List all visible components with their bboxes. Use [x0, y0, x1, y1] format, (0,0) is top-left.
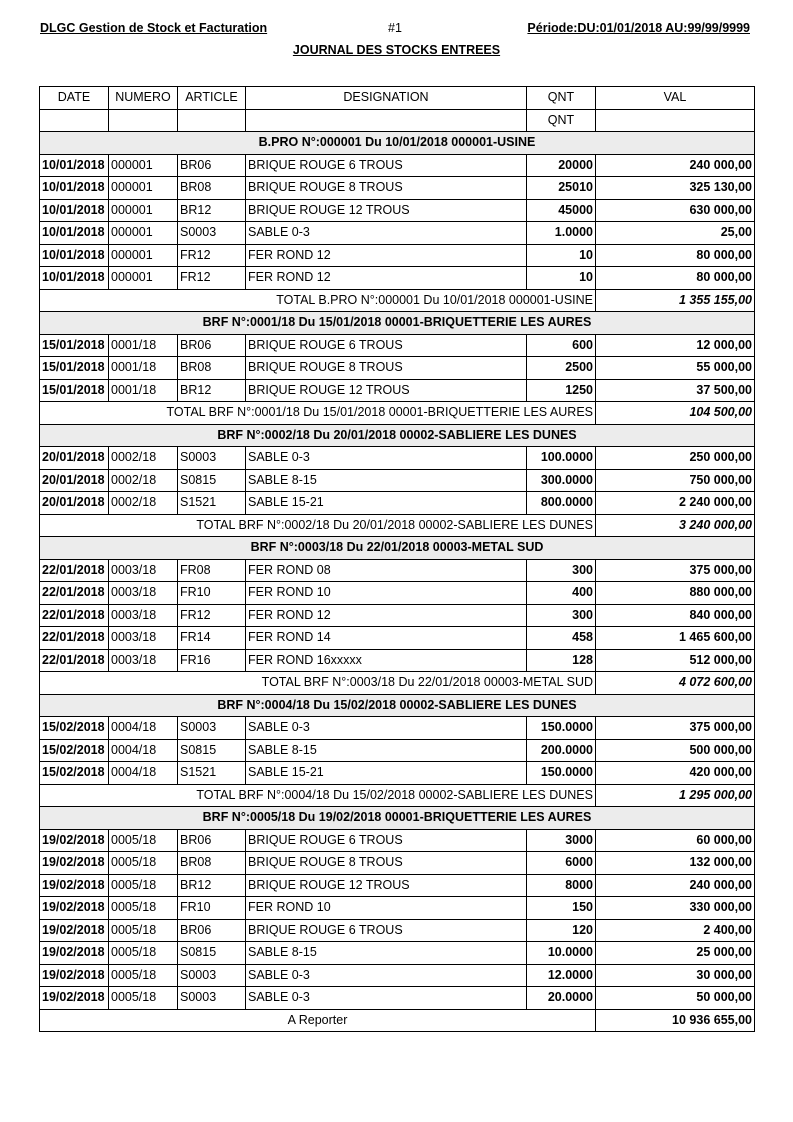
cell-designation: SABLE 0-3: [246, 222, 527, 245]
cell-numero: 0001/18: [109, 334, 178, 357]
col-header-numero: NUMERO: [109, 87, 178, 110]
cell-designation: BRIQUE ROUGE 8 TROUS: [246, 852, 527, 875]
cell-article: FR12: [178, 244, 246, 267]
cell-article: FR08: [178, 559, 246, 582]
group-total-value: 1 295 000,00: [596, 784, 755, 807]
cell-numero: 0001/18: [109, 357, 178, 380]
cell-article: BR12: [178, 379, 246, 402]
table-row: [40, 604, 755, 627]
cell-designation: BRIQUE ROUGE 12 TROUS: [246, 874, 527, 897]
cell-numero: 000001: [109, 267, 178, 290]
cell-qnt: 300: [527, 604, 596, 627]
cell-qnt: 2500: [527, 357, 596, 380]
cell-numero: 0002/18: [109, 469, 178, 492]
cell-date: 15/02/2018: [40, 739, 109, 762]
cell-qnt: 300.0000: [527, 469, 596, 492]
cell-val: 630 000,00: [596, 199, 755, 222]
table-row: [40, 357, 755, 380]
cell-article: S0003: [178, 717, 246, 740]
group-total-row: [40, 672, 755, 695]
cell-date: 10/01/2018: [40, 154, 109, 177]
cell-numero: 000001: [109, 222, 178, 245]
group-title: BRF N°:0005/18 Du 19/02/2018 00001-BRIQUETTERIE LES AURES: [40, 807, 755, 830]
cell-designation: SABLE 8-15: [246, 942, 527, 965]
cell-numero: 000001: [109, 244, 178, 267]
cell-numero: 0001/18: [109, 379, 178, 402]
table-row: [40, 987, 755, 1010]
cell-date: 15/01/2018: [40, 334, 109, 357]
table-row: [40, 964, 755, 987]
cell-designation: BRIQUE ROUGE 12 TROUS: [246, 199, 527, 222]
cell-val: 37 500,00: [596, 379, 755, 402]
cell-numero: 0005/18: [109, 987, 178, 1010]
journal-body: [40, 132, 755, 1032]
cell-article: FR10: [178, 582, 246, 605]
subheader-cell-empty: [246, 109, 527, 132]
cell-article: BR08: [178, 852, 246, 875]
table-row: [40, 267, 755, 290]
cell-val: 240 000,00: [596, 874, 755, 897]
cell-qnt: 300: [527, 559, 596, 582]
cell-article: FR16: [178, 649, 246, 672]
cell-date: 10/01/2018: [40, 199, 109, 222]
cell-val: 840 000,00: [596, 604, 755, 627]
group-total-row: [40, 514, 755, 537]
group-total-label: TOTAL BRF N°:0003/18 Du 22/01/2018 00003-METAL SUD: [40, 672, 596, 695]
subheader-cell-empty: [596, 109, 755, 132]
cell-designation: FER ROND 12: [246, 244, 527, 267]
group-total-value: 104 500,00: [596, 402, 755, 425]
cell-numero: 0005/18: [109, 829, 178, 852]
cell-article: S1521: [178, 492, 246, 515]
cell-designation: SABLE 15-21: [246, 762, 527, 785]
cell-val: 325 130,00: [596, 177, 755, 200]
cell-date: 19/02/2018: [40, 897, 109, 920]
cell-date: 10/01/2018: [40, 222, 109, 245]
cell-qnt: 150.0000: [527, 762, 596, 785]
cell-qnt: 20.0000: [527, 987, 596, 1010]
cell-article: S0003: [178, 222, 246, 245]
cell-numero: 000001: [109, 199, 178, 222]
cell-qnt: 20000: [527, 154, 596, 177]
subheader-row: [40, 109, 755, 132]
cell-numero: 0004/18: [109, 762, 178, 785]
cell-numero: 0003/18: [109, 582, 178, 605]
cell-val: 375 000,00: [596, 559, 755, 582]
cell-date: 22/01/2018: [40, 627, 109, 650]
cell-val: 30 000,00: [596, 964, 755, 987]
subheader-cell-empty: [109, 109, 178, 132]
cell-qnt: 10.0000: [527, 942, 596, 965]
table-row: [40, 627, 755, 650]
group-total-row: [40, 402, 755, 425]
cell-date: 10/01/2018: [40, 244, 109, 267]
cell-val: 80 000,00: [596, 244, 755, 267]
cell-designation: BRIQUE ROUGE 6 TROUS: [246, 829, 527, 852]
cell-designation: FER ROND 08: [246, 559, 527, 582]
cell-val: 55 000,00: [596, 357, 755, 380]
group-total-label: TOTAL BRF N°:0004/18 Du 15/02/2018 00002-SABLIERE LES DUNES: [40, 784, 596, 807]
table-row: [40, 919, 755, 942]
cell-qnt: 128: [527, 649, 596, 672]
cell-numero: 0005/18: [109, 874, 178, 897]
cell-article: BR08: [178, 357, 246, 380]
table-row: [40, 177, 755, 200]
cell-article: BR12: [178, 874, 246, 897]
cell-qnt: 600: [527, 334, 596, 357]
group-total-label: TOTAL BRF N°:0001/18 Du 15/01/2018 00001-BRIQUETTERIE LES AURES: [40, 402, 596, 425]
table-row: [40, 469, 755, 492]
cell-qnt: 458: [527, 627, 596, 650]
cell-qnt: 1250: [527, 379, 596, 402]
cell-numero: 0005/18: [109, 919, 178, 942]
group-total-row: [40, 289, 755, 312]
cell-qnt: 10: [527, 244, 596, 267]
table-row: [40, 852, 755, 875]
cell-designation: SABLE 8-15: [246, 739, 527, 762]
cell-qnt: 120: [527, 919, 596, 942]
cell-val: 330 000,00: [596, 897, 755, 920]
cell-date: 20/01/2018: [40, 447, 109, 470]
group-title: B.PRO N°:000001 Du 10/01/2018 000001-USINE: [40, 132, 755, 155]
cell-designation: FER ROND 16xxxxx: [246, 649, 527, 672]
group-total-row: [40, 784, 755, 807]
cell-qnt: 25010: [527, 177, 596, 200]
cell-numero: 0002/18: [109, 492, 178, 515]
cell-date: 22/01/2018: [40, 559, 109, 582]
cell-date: 22/01/2018: [40, 649, 109, 672]
col-header-article: ARTICLE: [178, 87, 246, 110]
cell-val: 25 000,00: [596, 942, 755, 965]
cell-qnt: 150.0000: [527, 717, 596, 740]
cell-numero: 0005/18: [109, 964, 178, 987]
cell-designation: BRIQUE ROUGE 6 TROUS: [246, 334, 527, 357]
table-row: [40, 582, 755, 605]
cell-designation: SABLE 15-21: [246, 492, 527, 515]
col-header-qnt-secondary: QNT: [527, 109, 596, 132]
cell-article: FR10: [178, 897, 246, 920]
cell-date: 19/02/2018: [40, 829, 109, 852]
document-group-header: [40, 132, 755, 155]
period-range: Période:DU:01/01/2018 AU:99/99/9999: [527, 21, 750, 35]
document-group-header: [40, 424, 755, 447]
cell-designation: SABLE 0-3: [246, 717, 527, 740]
cell-date: 19/02/2018: [40, 987, 109, 1010]
cell-val: 80 000,00: [596, 267, 755, 290]
table-row: [40, 717, 755, 740]
table-row: [40, 222, 755, 245]
cell-val: 2 240 000,00: [596, 492, 755, 515]
cell-article: FR12: [178, 267, 246, 290]
group-title: BRF N°:0004/18 Du 15/02/2018 00002-SABLIERE LES DUNES: [40, 694, 755, 717]
table-row: [40, 762, 755, 785]
cell-date: 19/02/2018: [40, 874, 109, 897]
cell-article: BR12: [178, 199, 246, 222]
cell-designation: BRIQUE ROUGE 8 TROUS: [246, 357, 527, 380]
table-row: [40, 942, 755, 965]
cell-date: 15/01/2018: [40, 379, 109, 402]
cell-numero: 000001: [109, 177, 178, 200]
cell-val: 750 000,00: [596, 469, 755, 492]
cell-designation: SABLE 0-3: [246, 447, 527, 470]
group-total-label: TOTAL BRF N°:0002/18 Du 20/01/2018 00002-SABLIERE LES DUNES: [40, 514, 596, 537]
cell-designation: SABLE 0-3: [246, 987, 527, 1010]
page-number: #1: [388, 21, 402, 35]
cell-designation: BRIQUE ROUGE 6 TROUS: [246, 154, 527, 177]
cell-date: 20/01/2018: [40, 469, 109, 492]
cell-val: 132 000,00: [596, 852, 755, 875]
document-group-header: [40, 694, 755, 717]
cell-qnt: 400: [527, 582, 596, 605]
cell-val: 512 000,00: [596, 649, 755, 672]
cell-val: 500 000,00: [596, 739, 755, 762]
cell-date: 15/02/2018: [40, 762, 109, 785]
cell-date: 19/02/2018: [40, 964, 109, 987]
table-row: [40, 379, 755, 402]
cell-val: 240 000,00: [596, 154, 755, 177]
cell-article: BR08: [178, 177, 246, 200]
cell-val: 880 000,00: [596, 582, 755, 605]
cell-val: 2 400,00: [596, 919, 755, 942]
cell-qnt: 6000: [527, 852, 596, 875]
cell-val: 1 465 600,00: [596, 627, 755, 650]
col-header-val: VAL: [596, 87, 755, 110]
group-total-value: 3 240 000,00: [596, 514, 755, 537]
cell-date: 22/01/2018: [40, 582, 109, 605]
cell-numero: 0002/18: [109, 447, 178, 470]
cell-article: S0003: [178, 964, 246, 987]
cell-article: FR12: [178, 604, 246, 627]
cell-val: 420 000,00: [596, 762, 755, 785]
cell-designation: SABLE 8-15: [246, 469, 527, 492]
document-group-header: [40, 312, 755, 335]
table-row: [40, 739, 755, 762]
cell-designation: FER ROND 10: [246, 897, 527, 920]
table-row: [40, 559, 755, 582]
group-total-value: 4 072 600,00: [596, 672, 755, 695]
carry-forward-row: [40, 1009, 755, 1032]
app-title: DLGC Gestion de Stock et Facturation: [40, 21, 268, 35]
header-row: [40, 87, 755, 110]
table-row: [40, 649, 755, 672]
table-row: [40, 199, 755, 222]
cell-date: 15/02/2018: [40, 717, 109, 740]
document-group-header: [40, 537, 755, 560]
cell-qnt: 800.0000: [527, 492, 596, 515]
group-title: BRF N°:0003/18 Du 22/01/2018 00003-METAL SUD: [40, 537, 755, 560]
table-row: [40, 154, 755, 177]
cell-designation: FER ROND 12: [246, 267, 527, 290]
group-total-label: TOTAL B.PRO N°:000001 Du 10/01/2018 000001-USINE: [40, 289, 596, 312]
cell-date: 22/01/2018: [40, 604, 109, 627]
col-header-designation: DESIGNATION: [246, 87, 527, 110]
cell-numero: 0003/18: [109, 559, 178, 582]
cell-val: 60 000,00: [596, 829, 755, 852]
cell-qnt: 12.0000: [527, 964, 596, 987]
cell-numero: 0003/18: [109, 627, 178, 650]
cell-designation: FER ROND 14: [246, 627, 527, 650]
table-row: [40, 874, 755, 897]
cell-designation: BRIQUE ROUGE 6 TROUS: [246, 919, 527, 942]
carry-forward-label: A Reporter: [40, 1009, 596, 1032]
cell-article: BR06: [178, 919, 246, 942]
cell-numero: 0005/18: [109, 897, 178, 920]
cell-numero: 0004/18: [109, 717, 178, 740]
table-row: [40, 447, 755, 470]
cell-val: 25,00: [596, 222, 755, 245]
document-group-header: [40, 807, 755, 830]
cell-numero: 0005/18: [109, 942, 178, 965]
cell-numero: 0005/18: [109, 852, 178, 875]
cell-date: 20/01/2018: [40, 492, 109, 515]
cell-date: 10/01/2018: [40, 177, 109, 200]
cell-article: BR06: [178, 154, 246, 177]
cell-qnt: 150: [527, 897, 596, 920]
cell-designation: BRIQUE ROUGE 12 TROUS: [246, 379, 527, 402]
cell-designation: BRIQUE ROUGE 8 TROUS: [246, 177, 527, 200]
group-title: BRF N°:0001/18 Du 15/01/2018 00001-BRIQUETTERIE LES AURES: [40, 312, 755, 335]
cell-article: S1521: [178, 762, 246, 785]
col-header-date: DATE: [40, 87, 109, 110]
table-row: [40, 897, 755, 920]
stock-journal-table: [39, 86, 755, 1032]
cell-designation: FER ROND 10: [246, 582, 527, 605]
cell-qnt: 10: [527, 267, 596, 290]
cell-val: 375 000,00: [596, 717, 755, 740]
report-title: JOURNAL DES STOCKS ENTREES: [292, 43, 501, 57]
cell-date: 19/02/2018: [40, 942, 109, 965]
group-title: BRF N°:0002/18 Du 20/01/2018 00002-SABLIERE LES DUNES: [40, 424, 755, 447]
cell-date: 19/02/2018: [40, 852, 109, 875]
table-row: [40, 334, 755, 357]
cell-qnt: 8000: [527, 874, 596, 897]
carry-forward-value: 10 936 655,00: [596, 1009, 755, 1032]
cell-article: S0815: [178, 739, 246, 762]
cell-numero: 0003/18: [109, 649, 178, 672]
cell-article: S0003: [178, 447, 246, 470]
cell-numero: 000001: [109, 154, 178, 177]
cell-article: S0003: [178, 987, 246, 1010]
cell-qnt: 3000: [527, 829, 596, 852]
cell-article: FR14: [178, 627, 246, 650]
cell-val: 250 000,00: [596, 447, 755, 470]
table-row: [40, 829, 755, 852]
subheader-cell-empty: [178, 109, 246, 132]
cell-article: BR06: [178, 829, 246, 852]
cell-article: BR06: [178, 334, 246, 357]
col-header-qnt: QNT: [527, 87, 596, 110]
cell-qnt: 100.0000: [527, 447, 596, 470]
subheader-cell-empty: [40, 109, 109, 132]
cell-numero: 0004/18: [109, 739, 178, 762]
cell-date: 15/01/2018: [40, 357, 109, 380]
group-total-value: 1 355 155,00: [596, 289, 755, 312]
cell-qnt: 45000: [527, 199, 596, 222]
cell-designation: SABLE 0-3: [246, 964, 527, 987]
cell-qnt: 200.0000: [527, 739, 596, 762]
cell-article: S0815: [178, 942, 246, 965]
cell-article: S0815: [178, 469, 246, 492]
cell-date: 10/01/2018: [40, 267, 109, 290]
cell-designation: FER ROND 12: [246, 604, 527, 627]
cell-numero: 0003/18: [109, 604, 178, 627]
table-row: [40, 244, 755, 267]
cell-date: 19/02/2018: [40, 919, 109, 942]
cell-val: 12 000,00: [596, 334, 755, 357]
cell-qnt: 1.0000: [527, 222, 596, 245]
table-row: [40, 492, 755, 515]
cell-val: 50 000,00: [596, 987, 755, 1010]
